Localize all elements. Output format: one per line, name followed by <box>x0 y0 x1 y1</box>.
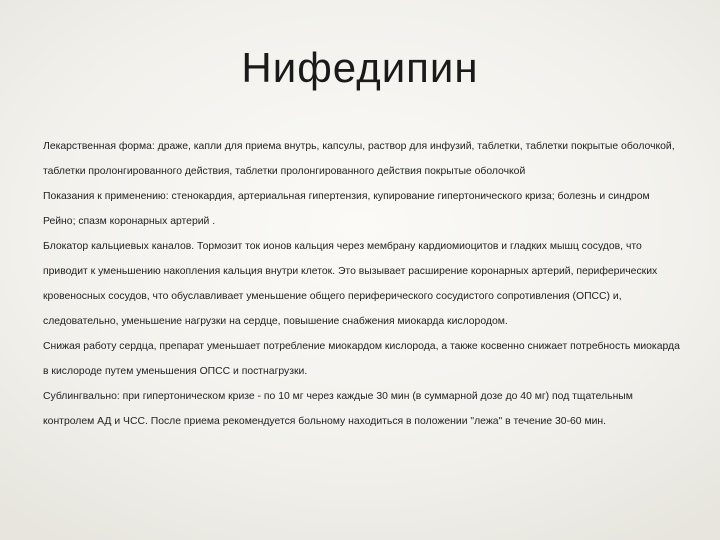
term-indications: Показания к применению <box>43 191 166 202</box>
slide-title: Нифедипин <box>241 44 479 91</box>
text-indications: : стенокардия, артериальная гипертензия, купирование гипертонического криза; болезнь и синдром Рейно; спазм коронарных артерий . <box>43 191 650 227</box>
paragraph-sublingual-dosing: Сублингвально: при гипертоническом кризе - по 10 мг через каждые 30 мин (в суммарной дозе до 40 мг) под тщательным контролем АД и ЧСС. После приема рекомендуется больному находиться в положении "лежа" в течение 30-60 мин. <box>43 391 633 427</box>
slide-body <box>43 134 683 434</box>
paragraph-cardiac-effect: Снижая работу сердца, препарат уменьшает потребление миокардом кислорода, а также косвенно снижает потребность миокарда в кислороде путем уменьшения ОПСС и постнагрузки. <box>43 341 680 377</box>
text-dosage-forms: : драже, капли для приема внутрь, капсулы, раствор для инфузий, таблетки, таблетки покрытые оболочкой, таблетки пролонгированного действия, таблетки пролонгированного действия покрытые оболочкой <box>43 141 675 177</box>
paragraph-mechanism: Блокатор кальциевых каналов. Тормозит ток ионов кальция через мембрану кардиомиоцитов и гладких мышц сосудов, что приводит к уменьшению накопления кальция внутри клеток. Это вызывает расширение коронарных артерий, периферических кровеносных сосудов, что обуславливает уменьшение общего периферического сосудистого сопротивления (ОПСС) и, следовательно, уменьшение нагрузки на сердце, повышение снабжения миокарда кислородом. <box>43 241 658 327</box>
term-dosage-forms: Лекарственная форма <box>43 141 152 152</box>
paragraph-dosage-forms <box>43 134 683 184</box>
paragraph-indications <box>43 184 683 234</box>
